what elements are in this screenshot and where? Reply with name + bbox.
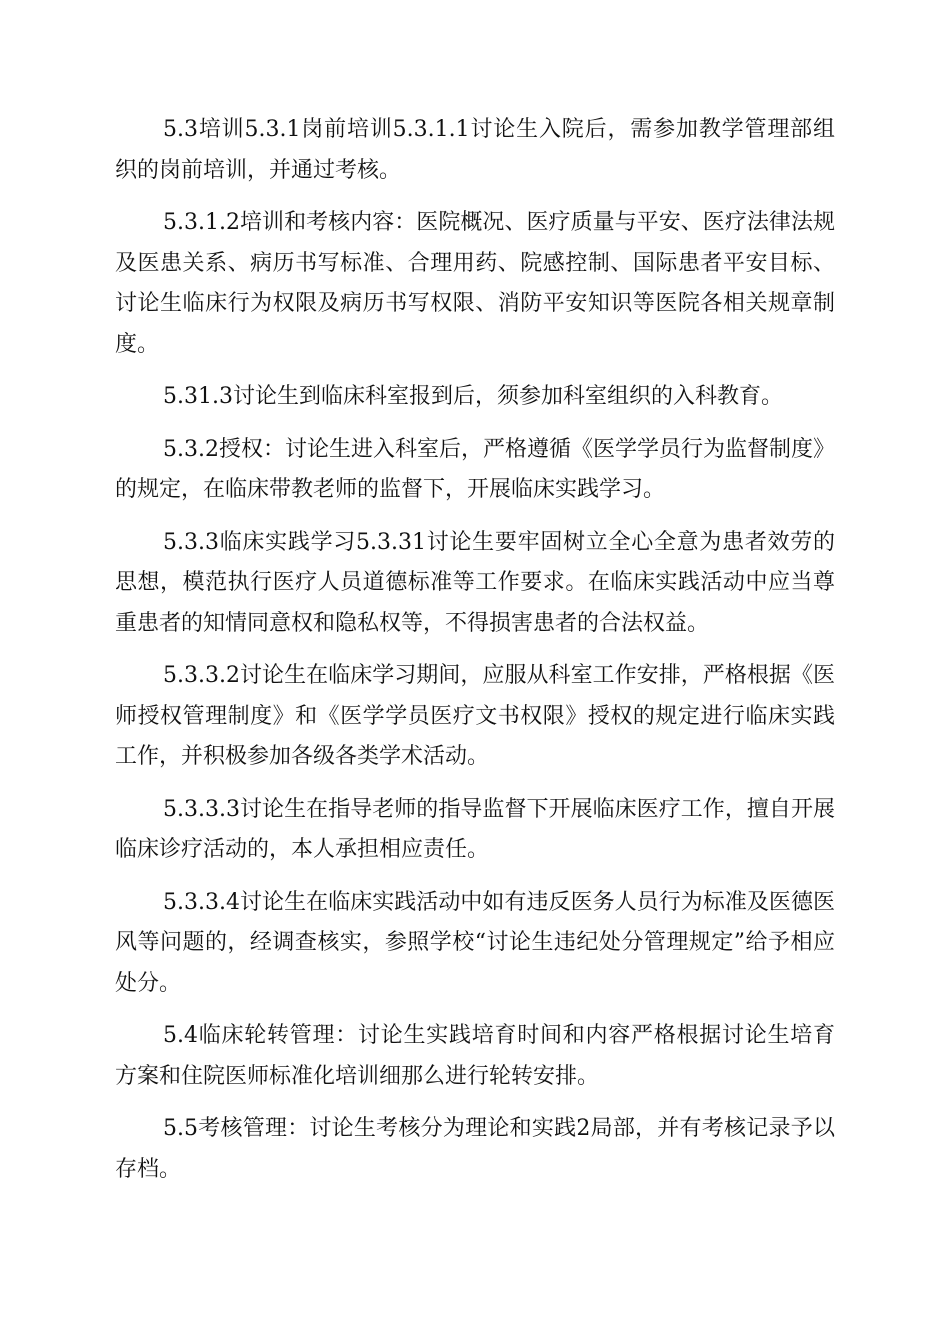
paragraph-5-3-3-4: 5.3.3.4讨论生在临床实践活动中如有违反医务人员行为标准及医德医风等问题的，经调查核实，参照学校“讨论生违纪处分管理规定”给予相应处分。 xyxy=(115,889,835,996)
paragraph-5-3-1-3: 5.31.3讨论生到临床科室报到后，须参加科室组织的入科教育。 xyxy=(163,384,783,409)
paragraph-5-3-3-1: 5.3.3临床实践学习5.3.31讨论生要牢固树立全心全意为患者效劳的思想，模范执行医疗人员道德标准等工作要求。在临床实践活动中应当尊重患者的知情同意权和隐私权等，不得损害患者的合法权益。 xyxy=(115,529,835,636)
paragraph-5-3-3-2: 5.3.3.2讨论生在临床学习期间，应服从科室工作安排，严格根据《医师授权管理制度》和《医学学员医疗文书权限》授权的规定进行临床实践工作，并积极参加各级各类学术活动。 xyxy=(115,663,835,769)
paragraph-5-3-1-2: 5.3.1.2培训和考核内容：医院概况、医疗质量与平安、医疗法律法规及医患关系、病历书写标准、合理用药、院感控制、国际患者平安目标、讨论生临床行为权限及病历书写权限、消防平安知识等医院各相关规章制度。 xyxy=(115,210,835,357)
paragraph-5-4: 5.4临床轮转管理：讨论生实践培育时间和内容严格根据讨论生培育方案和住院医师标准化培训细那么进行轮转安排。 xyxy=(115,1023,835,1089)
document-body xyxy=(115,110,835,1202)
paragraph-5-3-1-1: 5.3培训5.3.1岗前培训5.3.1.1讨论生入院后，需参加教学管理部组织的岗前培训，并通过考核。 xyxy=(115,117,835,183)
paragraph-5-3-3-3: 5.3.3.3讨论生在指导老师的指导监督下开展临床医疗工作，擅自开展临床诊疗活动的，本人承担相应责任。 xyxy=(115,796,835,862)
paragraph-5-3-2: 5.3.2授权：讨论生进入科室后，严格遵循《医学学员行为监督制度》的规定，在临床带教老师的监督下，开展临床实践学习。 xyxy=(115,436,835,502)
paragraph-5-5: 5.5考核管理：讨论生考核分为理论和实践2局部，并有考核记录予以存档。 xyxy=(115,1116,835,1182)
